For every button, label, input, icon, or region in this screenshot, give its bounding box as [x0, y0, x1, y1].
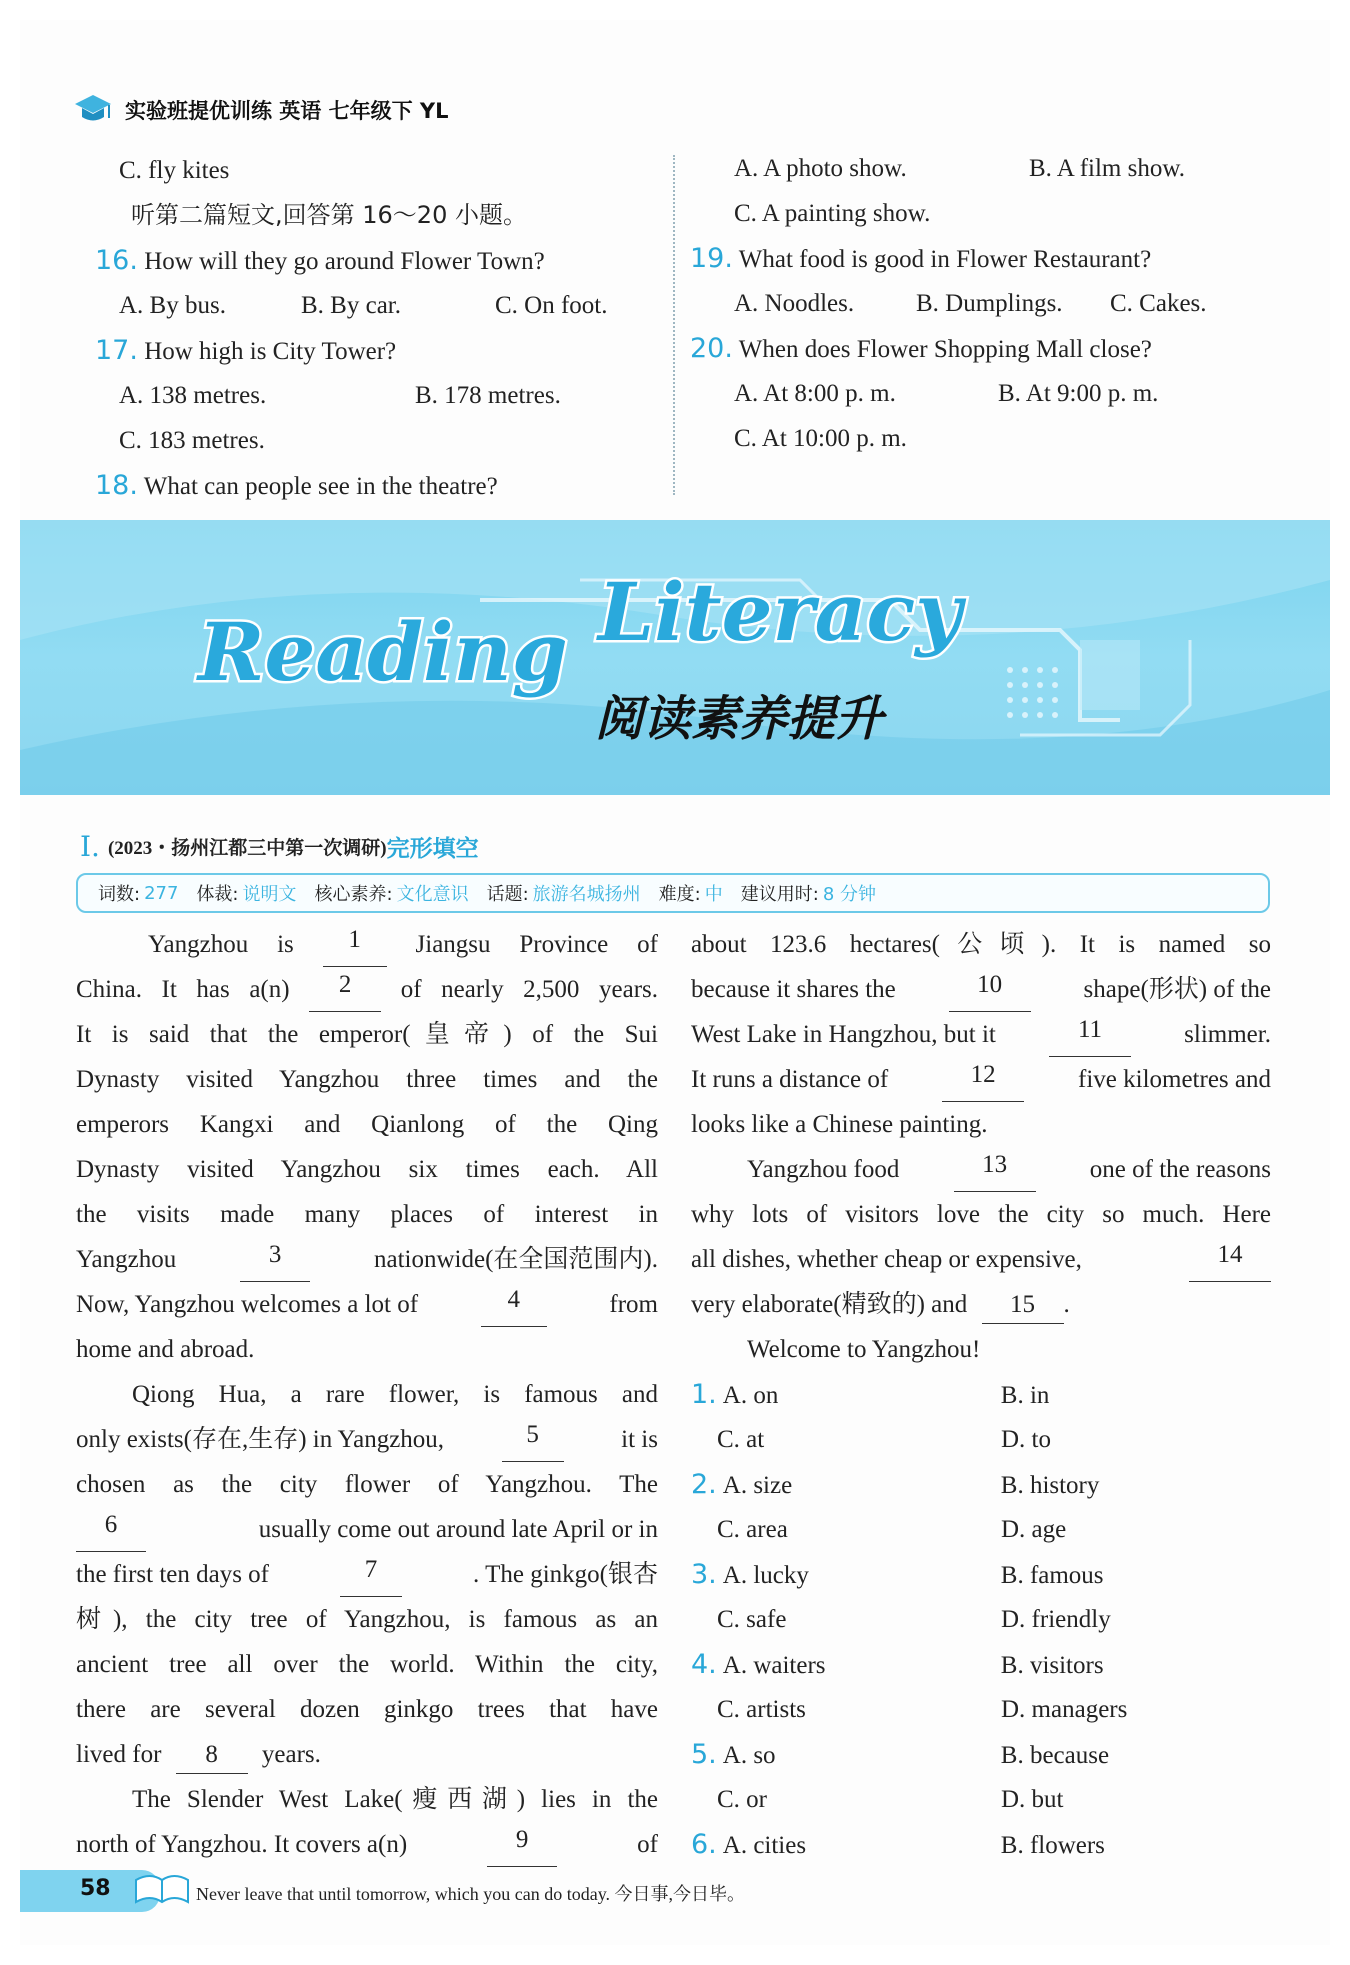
blank-2: 2 — [309, 967, 381, 1012]
option-b: B. visitors — [1000, 1652, 1104, 1679]
option-a: A. so — [722, 1742, 776, 1769]
word: a(n) — [249, 976, 290, 1003]
passage-text: . The ginkgo(银杏 — [473, 1561, 658, 1588]
section-heading — [80, 826, 479, 866]
question-text: When does Flower Shopping Mall close? — [738, 336, 1152, 363]
blank-15: 15 — [982, 1287, 1064, 1324]
option-row — [691, 1822, 1271, 1867]
passage-left-column — [76, 922, 658, 1867]
passage-line: home and abroad. — [76, 1336, 255, 1363]
passage-text: Yangzhou food — [747, 1156, 900, 1183]
question-18-options — [690, 146, 1290, 191]
blank-5: 5 — [502, 1417, 564, 1462]
option-b: B. 178 metres. — [415, 382, 561, 409]
word: of — [637, 931, 658, 958]
section-title: 完形填空 — [386, 835, 479, 862]
blank-12: 12 — [942, 1057, 1024, 1102]
option-row — [691, 1552, 1271, 1597]
option-c: C. fly kites — [119, 157, 230, 184]
reading-literacy-banner — [20, 520, 1330, 795]
time-value: 8 分钟 — [822, 884, 877, 905]
passage-text: five kilometres and — [1078, 1066, 1271, 1093]
blank-13: 13 — [954, 1147, 1036, 1192]
option-a: A. on — [722, 1382, 779, 1409]
time-label: 建议用时: — [740, 884, 819, 905]
word: China. — [76, 976, 142, 1003]
banner-art — [20, 520, 1330, 795]
instruction: 听第二篇短文,回答第 16～20 小题。 — [131, 201, 527, 229]
passage-line — [76, 1552, 658, 1597]
passage-line — [691, 1147, 1271, 1192]
passage-line: there are several dozen ginkgo trees that have — [76, 1696, 658, 1723]
passage-line: why lots of visitors love the city so much. Here — [691, 1201, 1271, 1228]
question-19-options — [690, 281, 1290, 326]
option-number: 4. — [691, 1649, 717, 1680]
open-book-icon — [132, 1872, 192, 1912]
passage-line: chosen as the city flower of Yangzhou. The — [76, 1471, 658, 1498]
passage-line: It is said that the emperor(皇帝) of the Sui — [76, 1021, 658, 1048]
genre-label: 体裁: — [196, 884, 239, 905]
passage-text: Now, Yangzhou welcomes a lot of — [76, 1291, 419, 1318]
passage-line: 树), the city tree of Yangzhou, is famous as an — [76, 1606, 658, 1633]
option-number: 2. — [691, 1469, 717, 1500]
word: Jiangsu — [415, 931, 491, 958]
option-c: C. or — [717, 1786, 767, 1813]
option-number: 5. — [691, 1739, 717, 1770]
passage-line — [76, 1417, 658, 1462]
difficulty-label: 难度: — [658, 884, 701, 905]
passage-text: usually come out around late April or in — [258, 1516, 658, 1543]
word-count-value: 277 — [144, 882, 179, 904]
passage-right-column — [691, 922, 1271, 1867]
passage-line: emperors Kangxi and Qianlong of the Qing — [76, 1111, 658, 1138]
topic-value: 旅游名城扬州 — [532, 884, 641, 905]
passage-text: lived for — [76, 1741, 162, 1768]
passage-line — [691, 1282, 1271, 1327]
passage-line — [691, 967, 1271, 1012]
passage-line — [76, 1732, 658, 1777]
question-16-options — [95, 283, 665, 328]
blank-3: 3 — [240, 1237, 310, 1282]
option-row — [691, 1732, 1271, 1777]
passage-text: because it shares the — [691, 976, 896, 1003]
option-a: A. A photo show. — [734, 155, 907, 182]
option-a: A. lucky — [722, 1562, 809, 1589]
listening-left-column — [95, 148, 665, 508]
passage-text: It runs a distance of — [691, 1066, 889, 1093]
question-number: 20. — [690, 333, 733, 364]
option-b: B. A film show. — [1029, 155, 1186, 182]
option-a: A. Noodles. — [734, 290, 855, 317]
option-d: D. but — [1001, 1786, 1064, 1813]
listening-right-column — [690, 146, 1290, 461]
passage-text: from — [609, 1291, 658, 1318]
passage-line — [76, 922, 658, 967]
passage-text: . — [1063, 1291, 1070, 1318]
word: has — [196, 976, 230, 1003]
option-a: A. waiters — [722, 1652, 826, 1679]
option-b: B. famous — [1000, 1562, 1104, 1589]
passage-text: only exists(存在,生存) in Yangzhou, — [76, 1426, 445, 1453]
word: Yangzhou — [148, 931, 249, 958]
question-19 — [690, 236, 1290, 281]
passage-line: Dynasty visited Yangzhou six times each. All — [76, 1156, 658, 1183]
column-divider — [673, 155, 675, 495]
passage-line — [691, 1237, 1271, 1282]
blank-14: 14 — [1189, 1237, 1271, 1282]
word: nearly — [441, 976, 504, 1003]
passage-text: Yangzhou — [76, 1246, 177, 1273]
difficulty-value: 中 — [704, 884, 723, 905]
option-row — [691, 1642, 1271, 1687]
option-row — [691, 1417, 1271, 1462]
option-b: B. flowers — [1000, 1832, 1105, 1859]
question-text: What food is good in Flower Restaurant? — [738, 246, 1152, 273]
banner-word-reading: Reading — [198, 605, 568, 699]
option-d: D. friendly — [1001, 1606, 1111, 1633]
passage-text: all dishes, whether cheap or expensive, — [691, 1246, 1082, 1273]
option-a: A. 138 metres. — [119, 382, 267, 409]
passage-text: West Lake in Hangzhou, but it — [691, 1021, 996, 1048]
word-count-label: 词数: — [98, 884, 141, 905]
banner-word-literacy: Literacy — [598, 565, 962, 659]
passage-line — [76, 1822, 658, 1867]
info-bar — [76, 873, 1270, 913]
option-b: B. By car. — [301, 292, 401, 319]
word: of — [400, 976, 422, 1003]
passage-text: nationwide(在全国范围内). — [374, 1246, 658, 1273]
topic-label: 话题: — [486, 884, 529, 905]
blank-11: 11 — [1049, 1012, 1131, 1057]
header-title: 实验班提优训练 英语 七年级下 YL — [125, 99, 449, 123]
question-20-options — [690, 371, 1290, 416]
passage-line: looks like a Chinese painting. — [691, 1111, 988, 1138]
option-c: C. 183 metres. — [119, 427, 265, 454]
literacy-label: 核心素养: — [314, 884, 393, 905]
blank-1: 1 — [323, 922, 387, 967]
passage-text: years. — [261, 1741, 321, 1768]
option-b: B. history — [1000, 1472, 1100, 1499]
passage-line — [76, 1507, 658, 1552]
blank-9: 9 — [487, 1822, 557, 1867]
option-d: D. managers — [1001, 1696, 1128, 1723]
option-b: B. At 9:00 p. m. — [998, 380, 1159, 407]
option-a: A. cities — [722, 1832, 807, 1859]
banner-chinese-title: 阅读素养提升 — [595, 691, 884, 747]
question-number: 16. — [95, 245, 138, 276]
option-b: B. in — [1000, 1382, 1050, 1409]
footer-motto: Never leave that until tomorrow, which you can do today. 今日事,今日毕。 — [196, 1884, 746, 1904]
option-row — [691, 1777, 1271, 1822]
option-c: C. area — [717, 1516, 788, 1543]
passage-line — [691, 1012, 1271, 1057]
passage-text: slimmer. — [1184, 1021, 1271, 1048]
question-number: 18. — [95, 470, 138, 501]
passage-text: shape(形状) of the — [1083, 976, 1271, 1003]
passage-line: The Slender West Lake(瘦西湖) lies in the — [132, 1786, 658, 1813]
graduation-cap-icon — [73, 92, 113, 128]
passage-text: very elaborate(精致的) and — [691, 1291, 968, 1318]
option-c: C. A painting show. — [734, 200, 931, 227]
option-row — [691, 1687, 1271, 1732]
option-d: D. to — [1001, 1426, 1051, 1453]
passage-line — [76, 967, 658, 1012]
blank-6: 6 — [76, 1507, 146, 1552]
passage-line: Qiong Hua, a rare flower, is famous and — [132, 1381, 658, 1408]
literacy-value: 文化意识 — [396, 884, 469, 905]
passage-text: the first ten days of — [76, 1561, 270, 1588]
option-number: 1. — [691, 1379, 717, 1410]
option-c: C. artists — [717, 1696, 806, 1723]
question-20 — [690, 326, 1290, 371]
word: years. — [599, 976, 658, 1003]
option-b: B. because — [1000, 1742, 1110, 1769]
option-row — [691, 1507, 1271, 1552]
passage-text: it is — [621, 1426, 658, 1453]
word: 2,500 — [523, 976, 580, 1003]
option-c: C. safe — [717, 1606, 787, 1633]
blank-7: 7 — [340, 1552, 402, 1597]
genre-value: 说明文 — [242, 884, 297, 905]
option-c: C. On foot. — [495, 292, 608, 319]
option-row — [691, 1597, 1271, 1642]
option-a: A. By bus. — [119, 292, 226, 319]
option-number: 6. — [691, 1829, 717, 1860]
passage-text: north of Yangzhou. It covers a(n) — [76, 1831, 408, 1858]
option-b: B. Dumplings. — [916, 290, 1063, 317]
section-source: (2023・扬州江都三中第一次调研) — [107, 837, 387, 859]
passage-line: the visits made many places of interest in — [76, 1201, 658, 1228]
question-text: What can people see in the theatre? — [143, 473, 498, 500]
question-18 — [95, 463, 665, 508]
passage-line — [76, 1282, 658, 1327]
word: Province — [519, 931, 609, 958]
option-row — [691, 1372, 1271, 1417]
passage-line: about 123.6 hectares(公顷). It is named so — [691, 931, 1271, 958]
passage-line: Dynasty visited Yangzhou three times and the — [76, 1066, 658, 1093]
passage-line — [691, 1057, 1271, 1102]
option-a: A. At 8:00 p. m. — [734, 380, 896, 407]
page-number: 58 — [80, 1876, 111, 1901]
question-text: How will they go around Flower Town? — [144, 248, 545, 275]
question-number: 17. — [95, 335, 138, 366]
book-header — [73, 90, 449, 130]
question-17-options — [95, 373, 665, 418]
question-text: How high is City Tower? — [144, 338, 397, 365]
option-d: D. age — [1001, 1516, 1067, 1543]
passage-text: one of the reasons — [1089, 1156, 1271, 1183]
word: It — [161, 976, 177, 1003]
word: is — [277, 931, 294, 958]
option-row — [691, 1462, 1271, 1507]
passage-line: ancient tree all over the world. Within the city, — [76, 1651, 658, 1678]
section-number: Ⅰ. — [80, 829, 100, 863]
option-c: C. Cakes. — [1110, 290, 1207, 317]
blank-8: 8 — [176, 1737, 248, 1774]
question-17 — [95, 328, 665, 373]
blank-4: 4 — [481, 1282, 547, 1327]
question-16 — [95, 238, 665, 283]
option-c: C. At 10:00 p. m. — [734, 425, 907, 452]
passage-text: of — [637, 1831, 658, 1858]
option-a: A. size — [722, 1472, 793, 1499]
page-footer — [20, 1870, 1330, 1920]
option-number: 3. — [691, 1559, 717, 1590]
option-c: C. at — [717, 1426, 765, 1453]
blank-10: 10 — [949, 967, 1031, 1012]
passage-line — [76, 1237, 658, 1282]
question-number: 19. — [690, 243, 733, 274]
passage-line: Welcome to Yangzhou! — [747, 1336, 981, 1363]
